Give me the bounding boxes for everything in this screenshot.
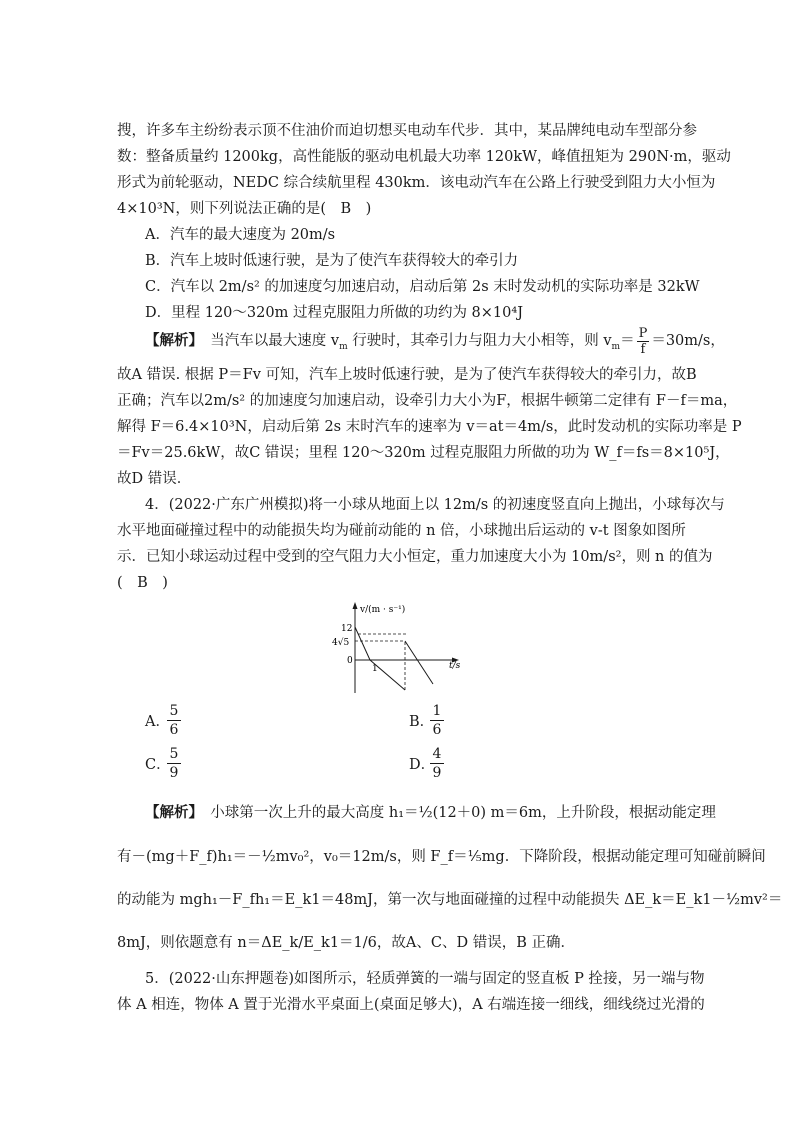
tick-1: 1 <box>372 664 378 674</box>
analysis-label: 【解析】 <box>145 332 196 349</box>
q3-option-b: B．汽车上坡时低速行驶，是为了使汽车获得较大的牵引力 <box>145 253 519 269</box>
fraction-denominator: f <box>640 341 646 357</box>
q3-analysis-text-a: 当汽车以最大速度 v <box>195 333 340 349</box>
tick-0: 0 <box>347 656 353 666</box>
q4-option-a-fraction <box>167 702 181 739</box>
frac-den: 9 <box>432 765 442 781</box>
q4-text-line-4: ( B ) <box>117 575 168 591</box>
frac-den: 6 <box>432 722 442 738</box>
q4-option-b-fraction <box>430 702 444 739</box>
q3-text-line-4: 4×10³N，则下列说法正确的是( B ) <box>117 201 372 217</box>
q3-analysis-sub-1: m <box>339 341 348 352</box>
frac-den: 9 <box>169 765 179 781</box>
q4-option-c-key: C． <box>145 757 171 773</box>
q3-text-line-2: 数：整备质量约 1200kg，高性能版的驱动电机最大功率 120kW，峰值扭矩为 290N·m，驱动 <box>117 149 731 165</box>
tick-12: 12 <box>341 624 353 634</box>
rise-segment <box>355 627 370 660</box>
q3-analysis-sub-2: m <box>611 341 621 352</box>
tick-4root5: 4√5 <box>332 638 350 648</box>
q3-option-c: C．汽车以 2m/s² 的加速度匀加速启动，启动后第 2s 末时发动机的实际功率是 32kW <box>145 279 700 295</box>
q5-text-line-2: 体 A 相连，物体 A 置于光滑水平桌面上(桌面足够大)，A 右端连接一细线，细线绕过光滑的 <box>117 997 705 1013</box>
q3-option-d: D．里程 120～320m 过程克服阻力所做的功约为 8×10⁴J <box>145 305 524 321</box>
power-fraction <box>637 326 650 357</box>
q3-analysis-text-c: ＝ <box>620 333 635 349</box>
frac-den: 6 <box>169 722 179 738</box>
q4-analysis-line-4: 8mJ，则依题意有 n＝ΔE_k/E_k1＝1/6，故A、C、D 错误，B 正确． <box>117 935 575 951</box>
second-rise-segment <box>405 641 433 684</box>
frac-num: 5 <box>167 745 181 764</box>
q4-analysis-text-1: 小球第一次上升的最大高度 h₁＝½(12＋0) m＝6m，上升阶段，根据动能定理 <box>195 805 716 821</box>
q4-option-c-fraction <box>167 745 181 782</box>
q3-analysis-line-2: 故A 错误. 根据 P＝Fv 可知，汽车上坡时低速行驶，是为了使汽车获得较大的牵引力，故B <box>117 367 697 383</box>
q4-analysis-line-3: 的动能为 mgh₁－F_fh₁＝E_k1＝48mJ，第一次与地面碰撞的过程中动能损失 ΔE_k＝E_k1－½mv²＝ <box>117 892 783 908</box>
y-axis-arrow <box>353 602 358 609</box>
q4-option-d-key: D． <box>409 757 436 773</box>
fall-segment <box>370 660 405 690</box>
analysis-label: 【解析】 <box>145 804 196 821</box>
q4-option-d-fraction <box>430 745 444 782</box>
frac-num: 1 <box>430 702 444 721</box>
graph-y-label: v/(m · s⁻¹) <box>360 605 406 615</box>
q3-analysis-text-b: 行驶时，其牵引力与阻力大小相等，则 v <box>347 333 612 349</box>
q4-text-line-1: 4．(2022·广东广州模拟)将一小球从地面上以 12m/s 的初速度竖直向上抛出，小球每次与 <box>145 497 725 513</box>
frac-num: 5 <box>167 702 181 721</box>
q3-option-a: A．汽车的最大速度为 20m/s <box>145 227 336 243</box>
graph-x-label: t/s <box>449 661 461 671</box>
fraction-numerator: P <box>638 325 648 341</box>
q4-option-a-key: A． <box>145 714 170 730</box>
q3-text-line-1: 搜，许多车主纷纷表示顶不住油价而迫切想买电动车代步．其中，某品牌纯电动车型部分参 <box>117 123 697 139</box>
q3-analysis-line-5: ＝Fv＝25.6kW，故C 错误；里程 120～320m 过程克服阻力所做的功为 W_f＝fs＝8×10⁵J， <box>117 445 730 461</box>
q4-text-line-2: 水平地面碰撞过程中的动能损失均为碰前动能的 n 倍，小球抛出后运动的 v-t 图象如图所 <box>117 523 686 539</box>
q4-text-line-3: 示．已知小球运动过程中受到的空气阻力大小恒定，重力加速度大小为 10m/s²，则 n 的值为 <box>117 549 713 565</box>
vt-graph <box>320 598 470 696</box>
q3-analysis-line-3: 正确；汽车以2m/s² 的加速度匀加速启动，设牵引力大小为F，根据牛顿第二定律有 F－f＝ma， <box>117 393 738 409</box>
q3-analysis-line-6: 故D 错误． <box>117 471 192 487</box>
q5-text-line-1: 5．(2022·山东押题卷)如图所示，轻质弹簧的一端与固定的竖直板 P 拴接，另一端与物 <box>145 971 705 987</box>
q3-analysis-text-d: ＝30m/s， <box>651 333 725 349</box>
q3-analysis-line-4: 解得 F＝6.4×10³N，启动后第 2s 末时汽车的速率为 v＝at＝4m/s，此时发动机的实际功率是 P <box>117 419 742 435</box>
frac-num: 4 <box>430 745 444 764</box>
q4-analysis-line-2: 有－(mg＋F_f)h₁＝－½mv₀²，v₀＝12m/s，则 F_f＝⅕mg．下降阶段，根据动能定理可知碰前瞬间 <box>117 849 766 865</box>
q4-option-b-key: B． <box>409 714 435 730</box>
q4-analysis-line-1 <box>145 803 716 823</box>
q3-text-line-3: 形式为前轮驱动，NEDC 综合续航里程 430km．该电动汽车在公路上行驶受到阻力大小恒为 <box>117 175 716 191</box>
q3-analysis-line-1 <box>145 325 725 363</box>
